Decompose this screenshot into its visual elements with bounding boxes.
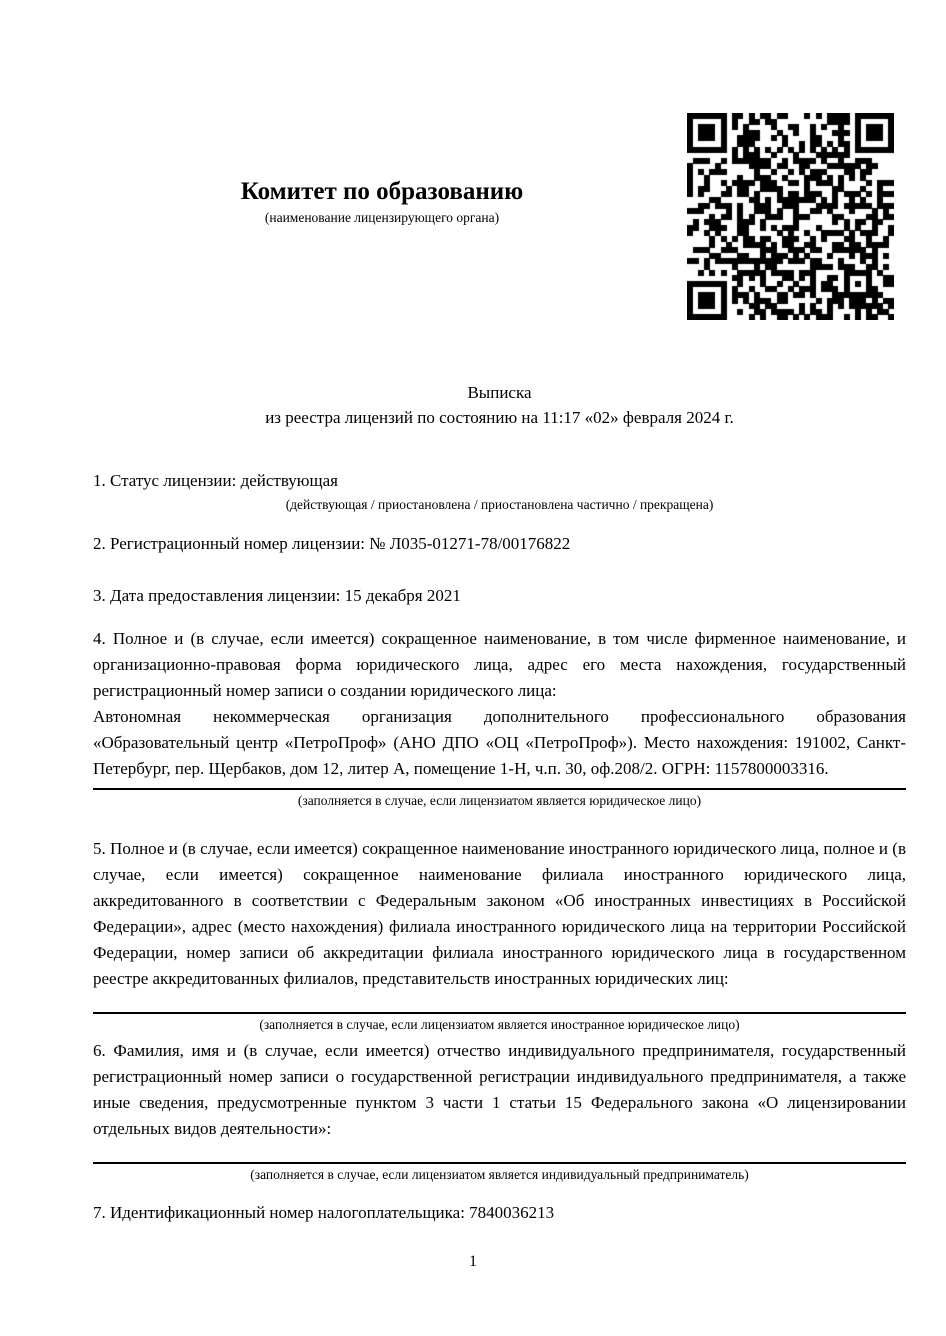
section-foreign-entity: [93, 836, 906, 1033]
document-title-line1: Выписка: [467, 383, 532, 402]
empty-field: [93, 992, 906, 1006]
license-status-note: (действующая / приостановлена / приостановлена частично / прекращена): [285, 497, 714, 512]
page-number: 1: [469, 1253, 477, 1270]
section-taxpayer-number: [93, 1200, 906, 1226]
section-individual-entrepreneur: [93, 1038, 906, 1183]
authority-name: Комитет по образованию: [240, 178, 524, 205]
foreign-entity-note: (заполняется в случае, если лицензиатом является иностранное юридическое лицо): [259, 1017, 740, 1032]
legal-entity-note: (заполняется в случае, если лицензиатом является юридическое лицо): [297, 793, 702, 808]
license-status-text: 1. Статус лицензии: действующая: [93, 471, 338, 490]
authority-caption: (наименование лицензирующего органа): [264, 210, 500, 225]
fill-line: [93, 788, 906, 790]
section-legal-entity: [93, 626, 906, 809]
section-registration-number: [93, 531, 906, 557]
document-title-line2: из реестра лицензий по состоянию на 11:17 «02» февраля 2024 г.: [265, 408, 734, 427]
legal-entity-value: Автономная некоммерческая организация дополнительного профессионального образования «Образовательный центр «ПетроПроф» (АНО ДПО «ОЦ «ПетроПроф»). Место нахождения: 191002, Санкт-Петербург, пер. Щербаков, дом 12, литер А, помещение 1-Н, ч.п. 30, оф.208/2. ОГРН: 1157800003316.: [93, 707, 906, 778]
individual-entrepreneur-note: (заполняется в случае, если лицензиатом является индивидуальный предприниматель): [250, 1167, 749, 1182]
fill-line: [93, 1162, 906, 1164]
qr-code-icon: [687, 113, 894, 320]
legal-entity-text: 4. Полное и (в случае, если имеется) сокращенное наименование, в том числе фирменное наименование, и организационно-правовая форма юридического лица, адрес его места нахождения, государственный регистрационный номер записи о создании юридического лица:: [93, 629, 906, 700]
section-license-date: [93, 583, 906, 609]
licensing-authority-header: [93, 178, 671, 226]
taxpayer-number-text: 7. Идентификационный номер налогоплательщика: 7840036213: [93, 1203, 555, 1222]
empty-field: [93, 1142, 906, 1156]
license-date-text: 3. Дата предоставления лицензии: 15 декабря 2021: [93, 586, 461, 605]
document-title: [93, 380, 906, 430]
foreign-entity-text: 5. Полное и (в случае, если имеется) сокращенное наименование иностранного юридического лица, полное и (в случае, если имеется) сокращенное наименование филиала иностранного юридического лица, аккредитованного в соответствии с Федеральным законом «Об иностранных инвестициях в Российской Федерации», адрес (место нахождения) филиала иностранного юридического лица на территории Российской Федерации, номер записи об аккредитации филиала иностранного юридического лица в государственном реестре аккредитованных филиалов, представительств иностранных юридических лиц:: [93, 839, 906, 988]
fill-line: [93, 1012, 906, 1014]
section-license-status: [93, 468, 906, 513]
registration-number-text: 2. Регистрационный номер лицензии: № Л035-01271-78/00176822: [93, 534, 571, 553]
individual-entrepreneur-text: 6. Фамилия, имя и (в случае, если имеется) отчество индивидуального предпринимателя, государственный регистрационный номер записи о государственной регистрации индивидуального предпринимателя, а также иные сведения, предусмотренные пунктом 3 части 1 статьи 15 Федерального закона «О лицензировании отдельных видов деятельности»:: [93, 1041, 906, 1138]
